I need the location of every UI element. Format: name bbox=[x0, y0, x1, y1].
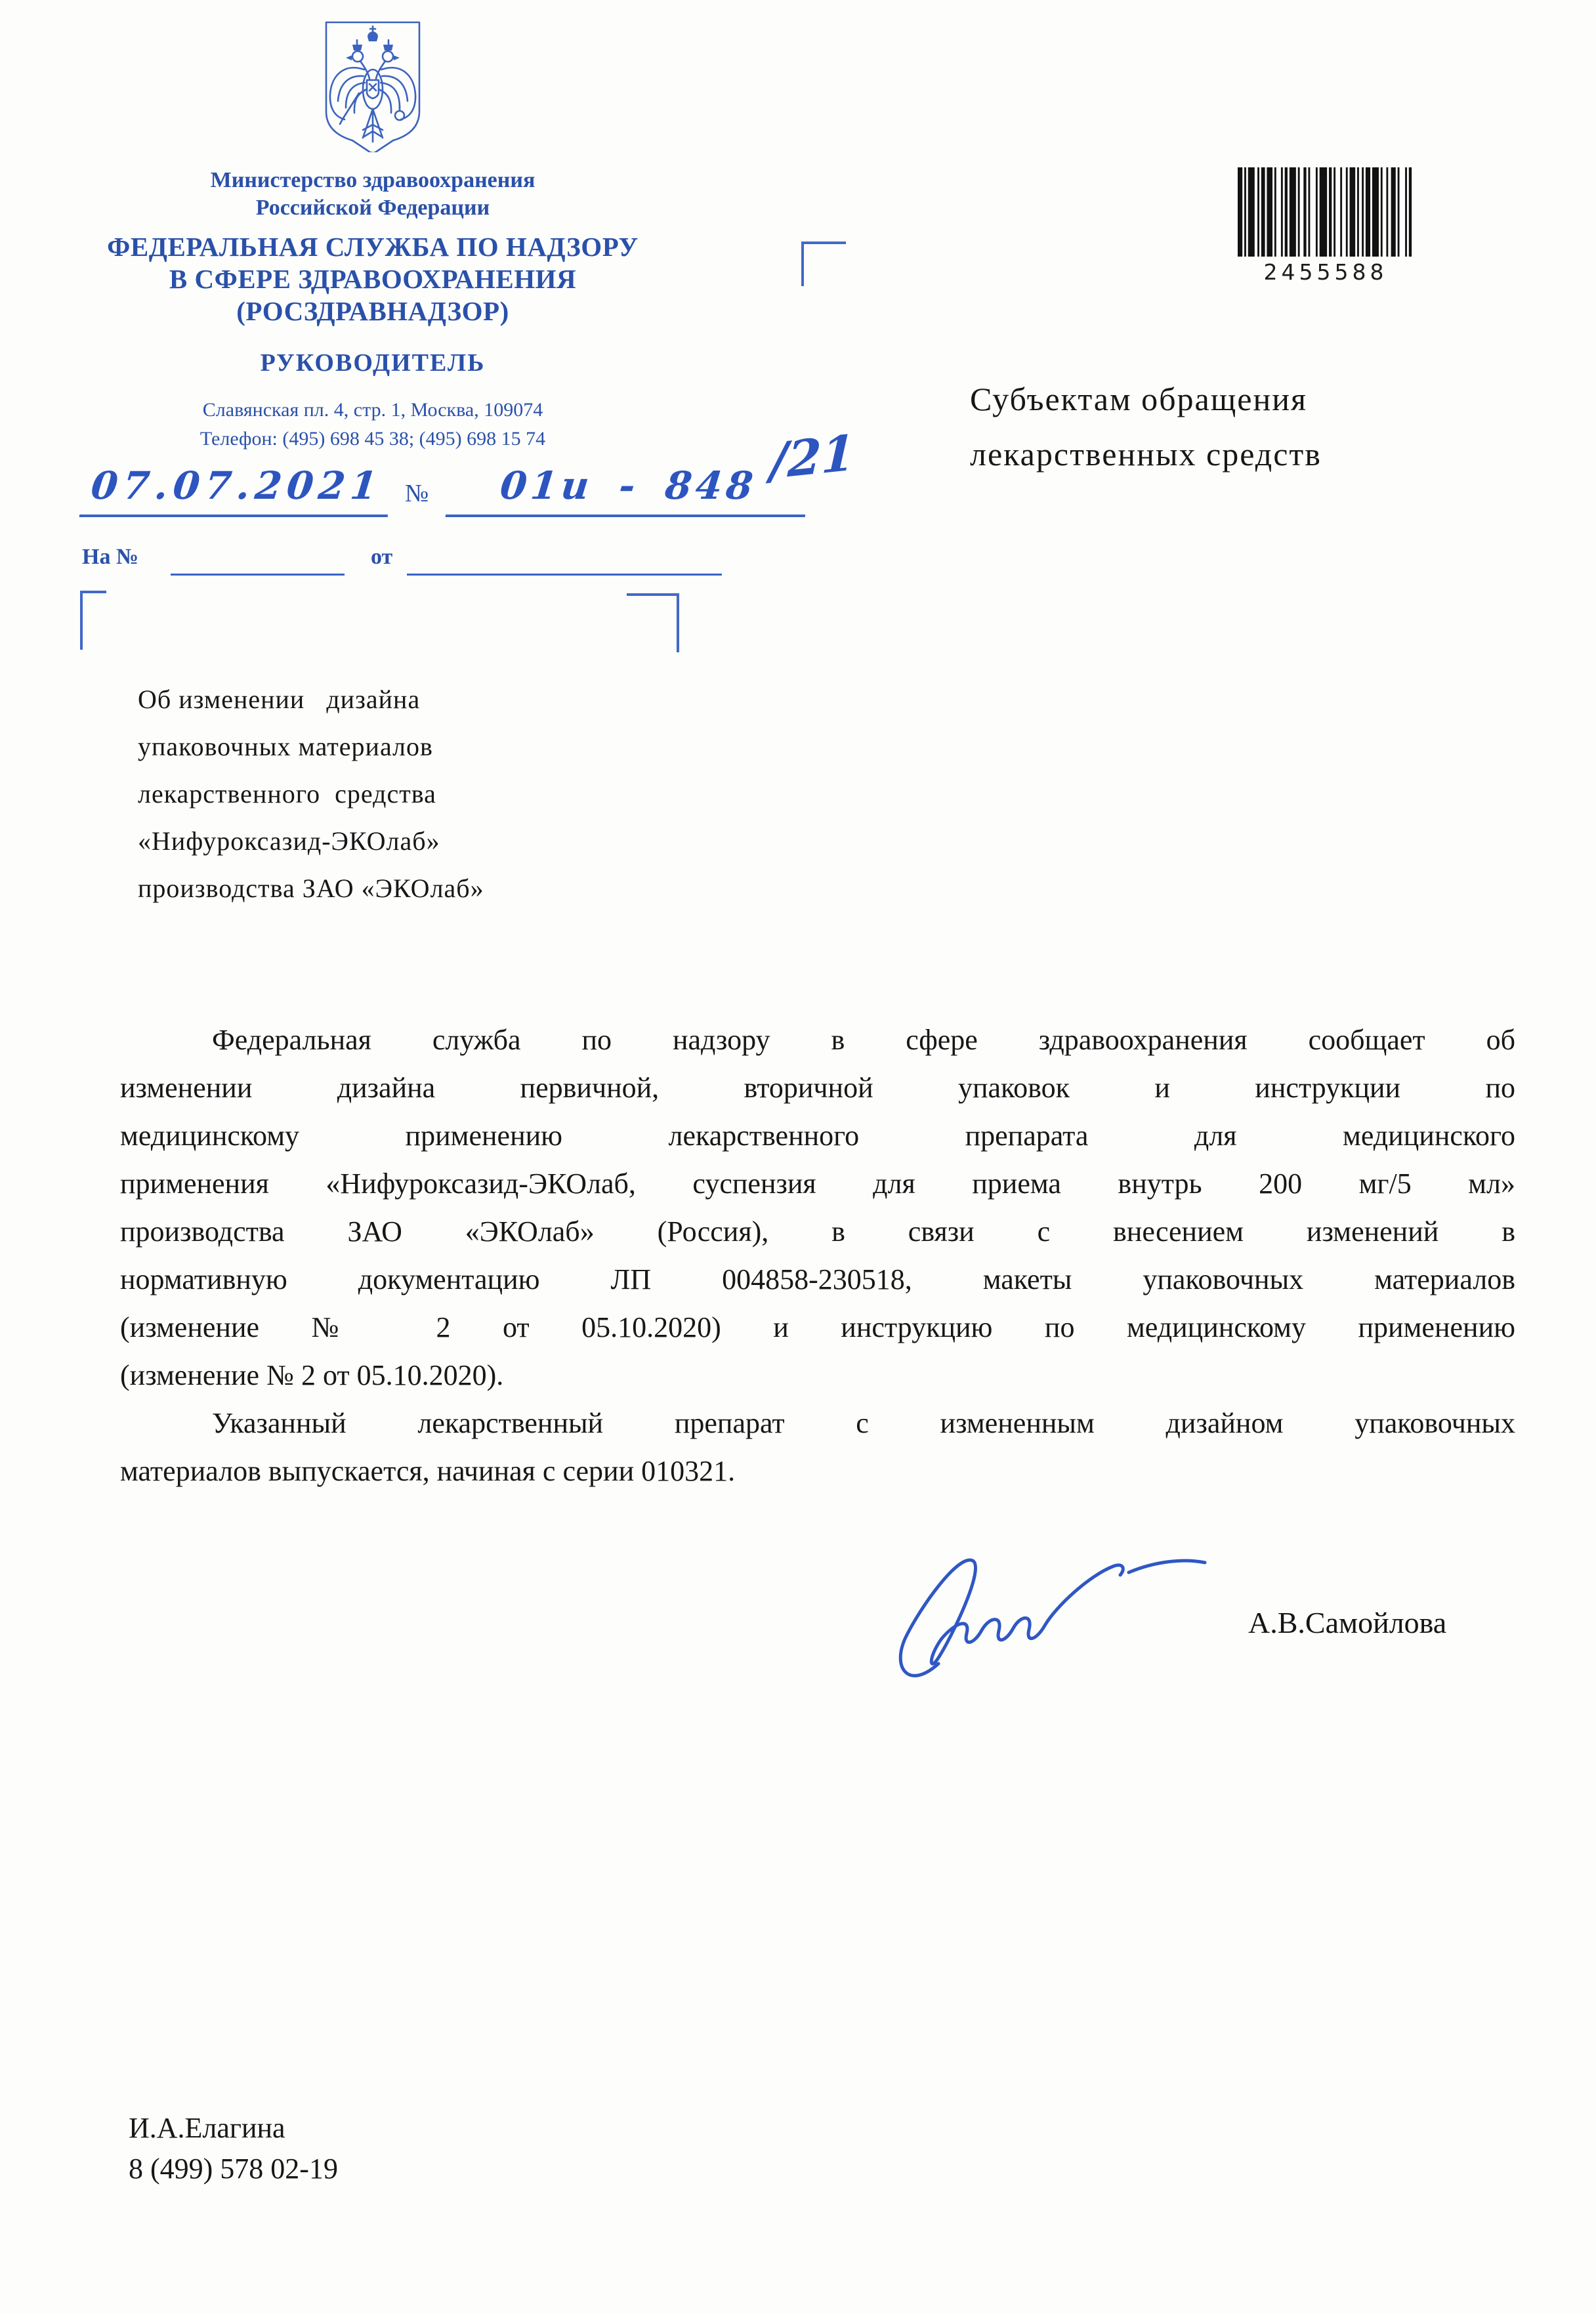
address-line: Славянская пл. 4, стр. 1, Москва, 109074 bbox=[202, 399, 543, 421]
number-sign: № bbox=[405, 480, 429, 507]
phone-line: Телефон: (495) 698 45 38; (495) 698 15 74 bbox=[200, 428, 546, 450]
subject-line: «Нифуроксазид-ЭКОлаб» bbox=[138, 826, 440, 856]
executor-name: И.А.Елагина bbox=[129, 2112, 285, 2144]
russia-coat-of-arms-icon bbox=[322, 20, 423, 152]
ministry-line2: Российской Федерации bbox=[255, 196, 490, 220]
reference-line bbox=[82, 539, 804, 581]
body-line: Федеральная служба по надзору в сфере здравоохранения сообщает об bbox=[212, 1024, 1515, 1056]
body-line: материалов выпускается, начиная с серии 010321. bbox=[120, 1455, 736, 1487]
na-label: На № bbox=[82, 545, 139, 569]
subject-block bbox=[138, 676, 610, 912]
body-line: Указанный лекарственный препарат с измененным дизайном упаковочных bbox=[212, 1407, 1515, 1439]
header-corner-mark bbox=[801, 242, 846, 286]
subject-line: Об изменении дизайна bbox=[138, 684, 421, 714]
barcode-bars bbox=[1238, 167, 1414, 257]
subject-line: производства ЗАО «ЭКОлаб» bbox=[138, 873, 484, 903]
body-line: применения «Нифуроксазид-ЭКОлаб, суспензия для приема внутрь 200 мг/5 мл» bbox=[120, 1168, 1515, 1200]
subject-line: упаковочных материалов bbox=[138, 732, 433, 761]
outgoing-date-handwritten: 07.07.2021 bbox=[79, 463, 394, 517]
addressee-line: лекарственных средств bbox=[970, 436, 1322, 473]
ministry-line1: Министерство здравоохранения bbox=[210, 168, 536, 192]
addressee-block bbox=[970, 371, 1322, 482]
body-line: нормативную документацию ЛП 004858-230518, макеты упаковочных материалов bbox=[120, 1263, 1515, 1295]
address-zone-corner-left bbox=[80, 591, 106, 650]
body-line: (изменение № 2 от 05.10.2020) и инструкцию по медицинскому применению bbox=[120, 1311, 1515, 1343]
executor-phone: 8 (499) 578 02-19 bbox=[129, 2153, 338, 2185]
position-title: РУКОВОДИТЕЛЬ bbox=[260, 349, 486, 377]
service-line1: ФЕДЕРАЛЬНАЯ СЛУЖБА ПО НАДЗОРУ bbox=[107, 232, 639, 262]
body-line: производства ЗАО «ЭКОлаб» (Россия), в связи с внесением изменений в bbox=[120, 1215, 1515, 1248]
reference-number-blank bbox=[171, 539, 345, 576]
subject-line: лекарственного средства bbox=[138, 779, 436, 809]
signer-name: А.В.Самойлова bbox=[1248, 1606, 1447, 1639]
letterhead bbox=[84, 20, 662, 453]
paragraph-2 bbox=[120, 1399, 1515, 1495]
service-line3: (РОСЗДРАВНАДЗОР) bbox=[236, 296, 509, 326]
handwritten-signature bbox=[873, 1529, 1240, 1693]
body-line: (изменение № 2 от 05.10.2020). bbox=[120, 1359, 504, 1391]
paragraph-1 bbox=[120, 1016, 1515, 1399]
service-title bbox=[84, 231, 662, 327]
barcode-number: 2455588 bbox=[1263, 259, 1388, 285]
body-line: изменении дизайна первичной, вторичной упаковок и инструкции по bbox=[120, 1072, 1515, 1104]
body-line: медицинскому применению лекарственного препарата для медицинского bbox=[120, 1120, 1515, 1152]
executor-block bbox=[129, 2108, 338, 2189]
outgoing-number-handwritten: 01и - 848 bbox=[446, 463, 811, 517]
contact-block bbox=[84, 396, 662, 453]
ministry-title bbox=[84, 167, 662, 222]
reference-date-blank bbox=[407, 539, 722, 576]
outgoing-year-suffix-handwritten: /21 bbox=[768, 424, 856, 491]
ot-label: от bbox=[371, 545, 393, 569]
barcode-block bbox=[1238, 167, 1414, 285]
addressee-line: Субъектам обращения bbox=[970, 381, 1307, 417]
service-line2: В СФЕРЕ ЗДРАВООХРАНЕНИЯ bbox=[169, 264, 577, 294]
body-text bbox=[120, 1016, 1515, 1495]
address-zone-corner-right bbox=[627, 593, 679, 652]
